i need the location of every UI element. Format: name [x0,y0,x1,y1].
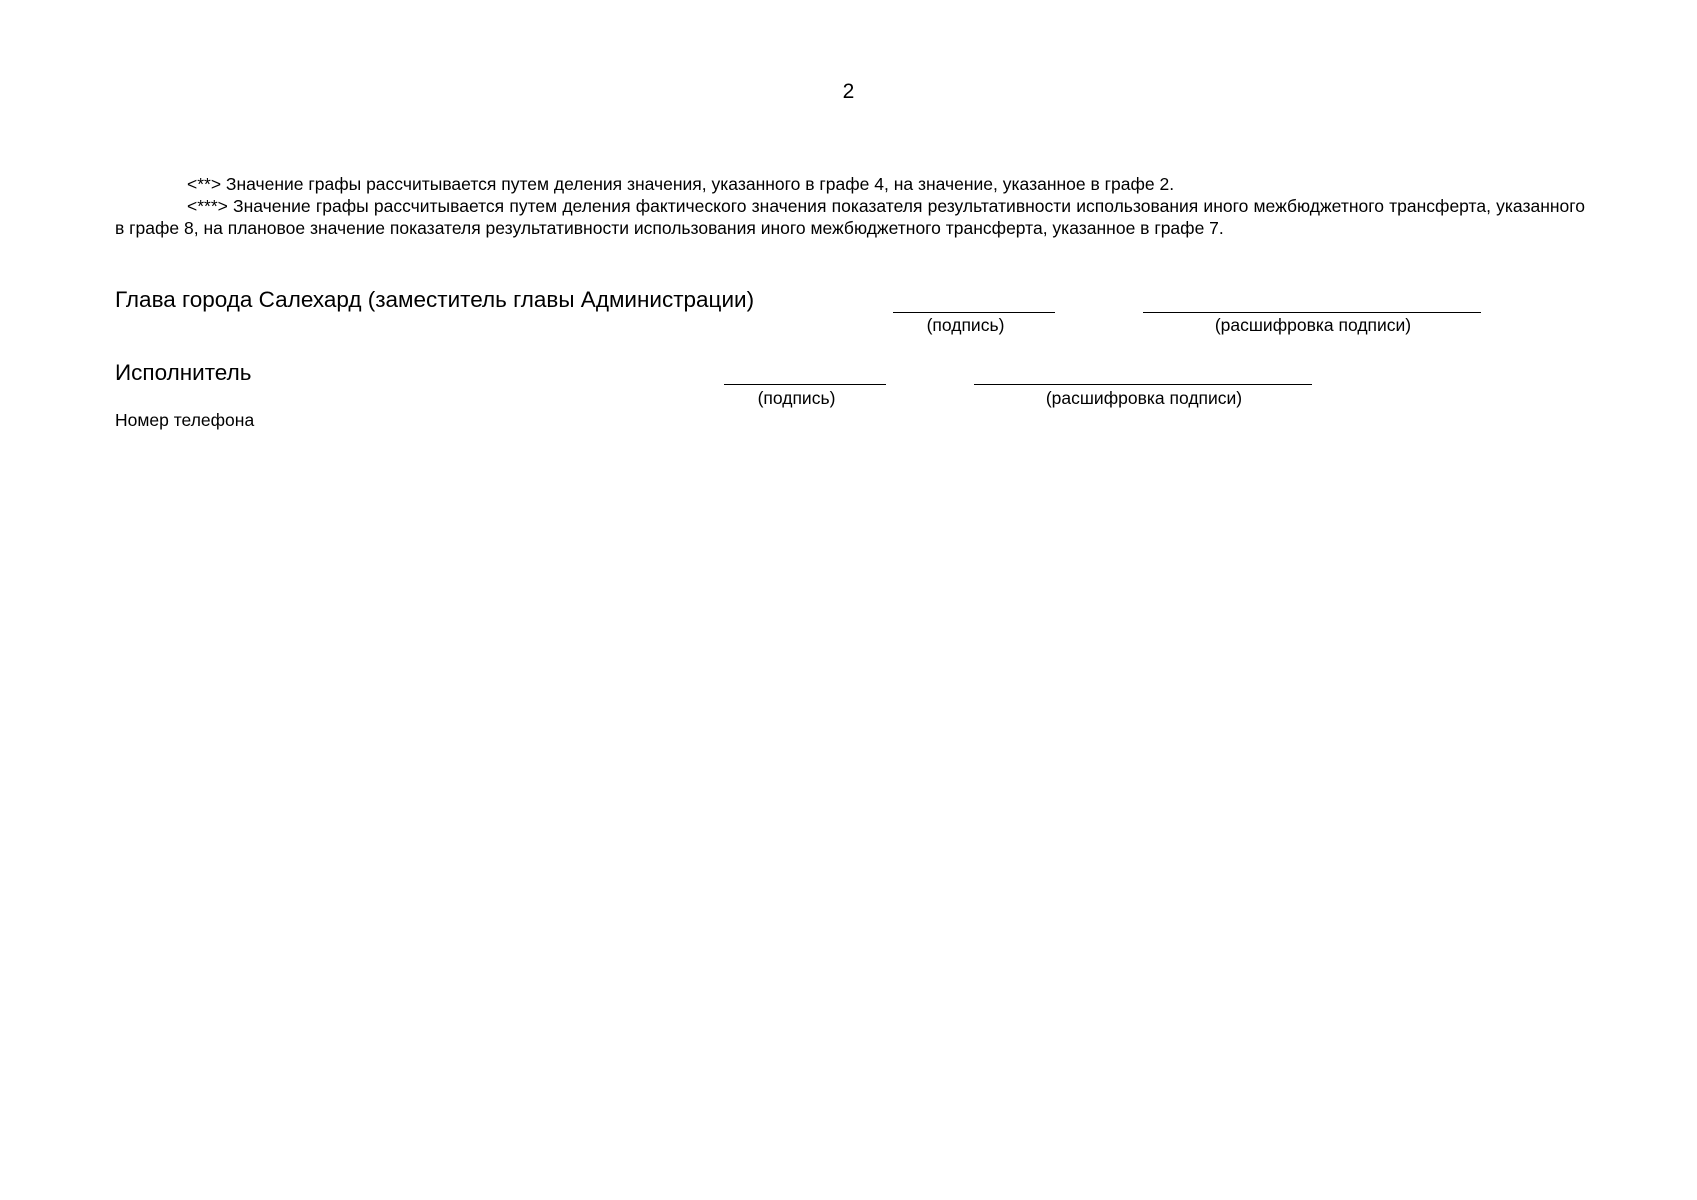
executor-decoding-line [974,384,1312,385]
head-decoding-line [1143,312,1481,313]
footnotes [115,173,1585,239]
page-number: 2 [842,80,855,103]
head-signature-line [893,312,1055,313]
phone-number-label: Номер телефона [115,410,255,430]
head-decoding-caption: (расшифровка подписи) [1214,315,1412,335]
executor-signature-line [724,384,886,385]
footnote-double-asterisk: <**> Значение графы рассчитывается путем деления значения, указанного в графе 4, на значение, указанное в графе 2. [187,174,1175,194]
executor-signature-caption: (подпись) [757,388,836,408]
head-signature-caption: (подпись) [926,315,1005,335]
head-signature-title: Глава города Салехард (заместитель главы Администрации) [115,287,755,312]
footnote-triple-asterisk: <***> Значение графы рассчитывается путем деления фактического значения показателя результативности использования иного межбюджетного трансферта, указанного в графе 8, на плановое значение показателя результативности использования иного межбюджетного трансферта, указанное в графе 7. [115,196,1585,238]
executor-title: Исполнитель [115,360,252,385]
executor-decoding-caption: (расшифровка подписи) [1045,388,1243,408]
